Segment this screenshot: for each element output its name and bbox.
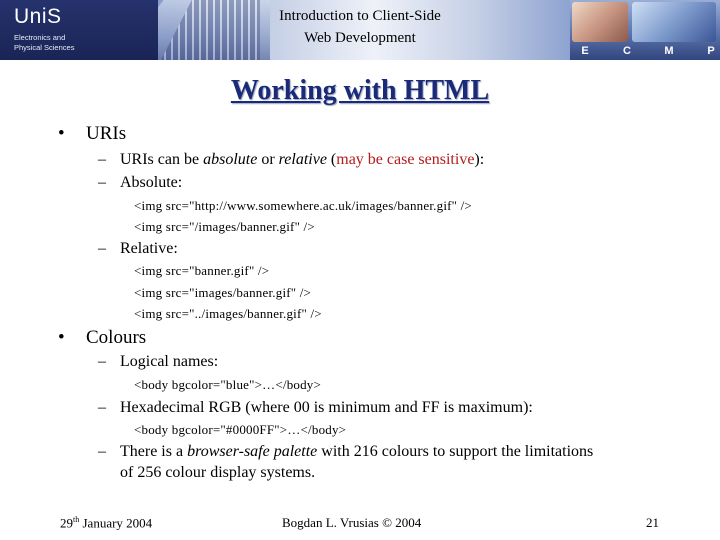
code-relative-2: <img src="images/banner.gif" /> — [134, 285, 312, 300]
bullet-symbol: • — [58, 327, 65, 348]
dash-symbol: – — [98, 174, 106, 191]
ecm-letter-e: E — [581, 45, 589, 57]
dash-symbol: – — [98, 353, 106, 370]
code-absolute-1: <img src="http://www.somewhere.ac.uk/images/banner.gif" /> — [134, 198, 472, 213]
emphasis-relative: relative — [278, 151, 327, 168]
subitem-hexadecimal — [98, 399, 533, 417]
dash-symbol: – — [98, 151, 106, 168]
subitem-logical-names — [98, 353, 218, 371]
text-segment: ( — [326, 151, 337, 168]
code-relative-1: <img src="banner.gif" /> — [134, 263, 270, 278]
subitem-browser-safe-palette — [98, 443, 593, 461]
bullet-symbol: • — [58, 123, 65, 144]
text-segment: with 216 colours to support the limitations — [317, 443, 594, 460]
emphasis-browser-safe-palette: browser-safe palette — [187, 443, 318, 460]
bullet-uris — [58, 123, 126, 145]
ecm-letter-p: P — [707, 45, 715, 57]
footer-date-rest: January 2004 — [79, 515, 153, 531]
code-relative-3: <img src="../images/banner.gif" /> — [134, 306, 322, 321]
logo-text: UniS — [14, 5, 62, 28]
logo-subtitle-line-2: Physical Sciences — [14, 43, 75, 52]
dash-symbol: – — [98, 240, 106, 257]
ecm-letter-c: C — [623, 45, 631, 57]
course-title-line-2: Web Development — [304, 30, 416, 46]
bullet-colours-label: Colours — [86, 327, 147, 348]
slide-number: 21 — [646, 515, 659, 530]
subitem-absolute — [98, 174, 182, 192]
subitem-browser-safe-palette-continued: of 256 colour display systems. — [120, 464, 316, 481]
subitem-relative — [98, 240, 178, 258]
bullet-uris-label: URIs — [86, 123, 127, 144]
ecm-letter-m: M — [664, 45, 674, 57]
dash-symbol: – — [98, 443, 106, 460]
text-segment: or — [257, 151, 279, 168]
relative-label: Relative: — [120, 240, 178, 257]
course-title-line-1: Introduction to Client-Side — [279, 8, 441, 24]
footer-date-suffix: th — [73, 515, 80, 524]
footer-author: Bogdan L. Vrusias © 2004 — [282, 515, 422, 530]
emphasis-absolute: absolute — [203, 151, 258, 168]
logical-names-label: Logical names: — [120, 353, 219, 370]
code-absolute-2: <img src="/images/banner.gif" /> — [134, 219, 315, 234]
logo-subtitle-line-1: Electronics and — [14, 33, 66, 42]
text-segment: URIs can be — [120, 151, 204, 168]
case-sensitive-note: may be case sensitive — [336, 151, 475, 168]
text-segment: ): — [474, 151, 485, 168]
slide-title: Working with HTML — [230, 75, 490, 106]
absolute-label: Absolute: — [120, 174, 183, 191]
hexadecimal-label: Hexadecimal RGB (where 00 is minimum and FF is maximum): — [120, 399, 533, 416]
code-hex: <body bgcolor="#0000FF">…</body> — [134, 422, 347, 437]
dash-symbol: – — [98, 399, 106, 416]
code-logical: <body bgcolor="blue">…</body> — [134, 377, 322, 392]
text-segment: There is a — [120, 443, 188, 460]
footer-date-day: 29 — [60, 515, 73, 531]
subitem-uris-absolute-relative — [98, 151, 484, 169]
footer-date — [60, 515, 152, 531]
bullet-colours — [58, 327, 146, 349]
